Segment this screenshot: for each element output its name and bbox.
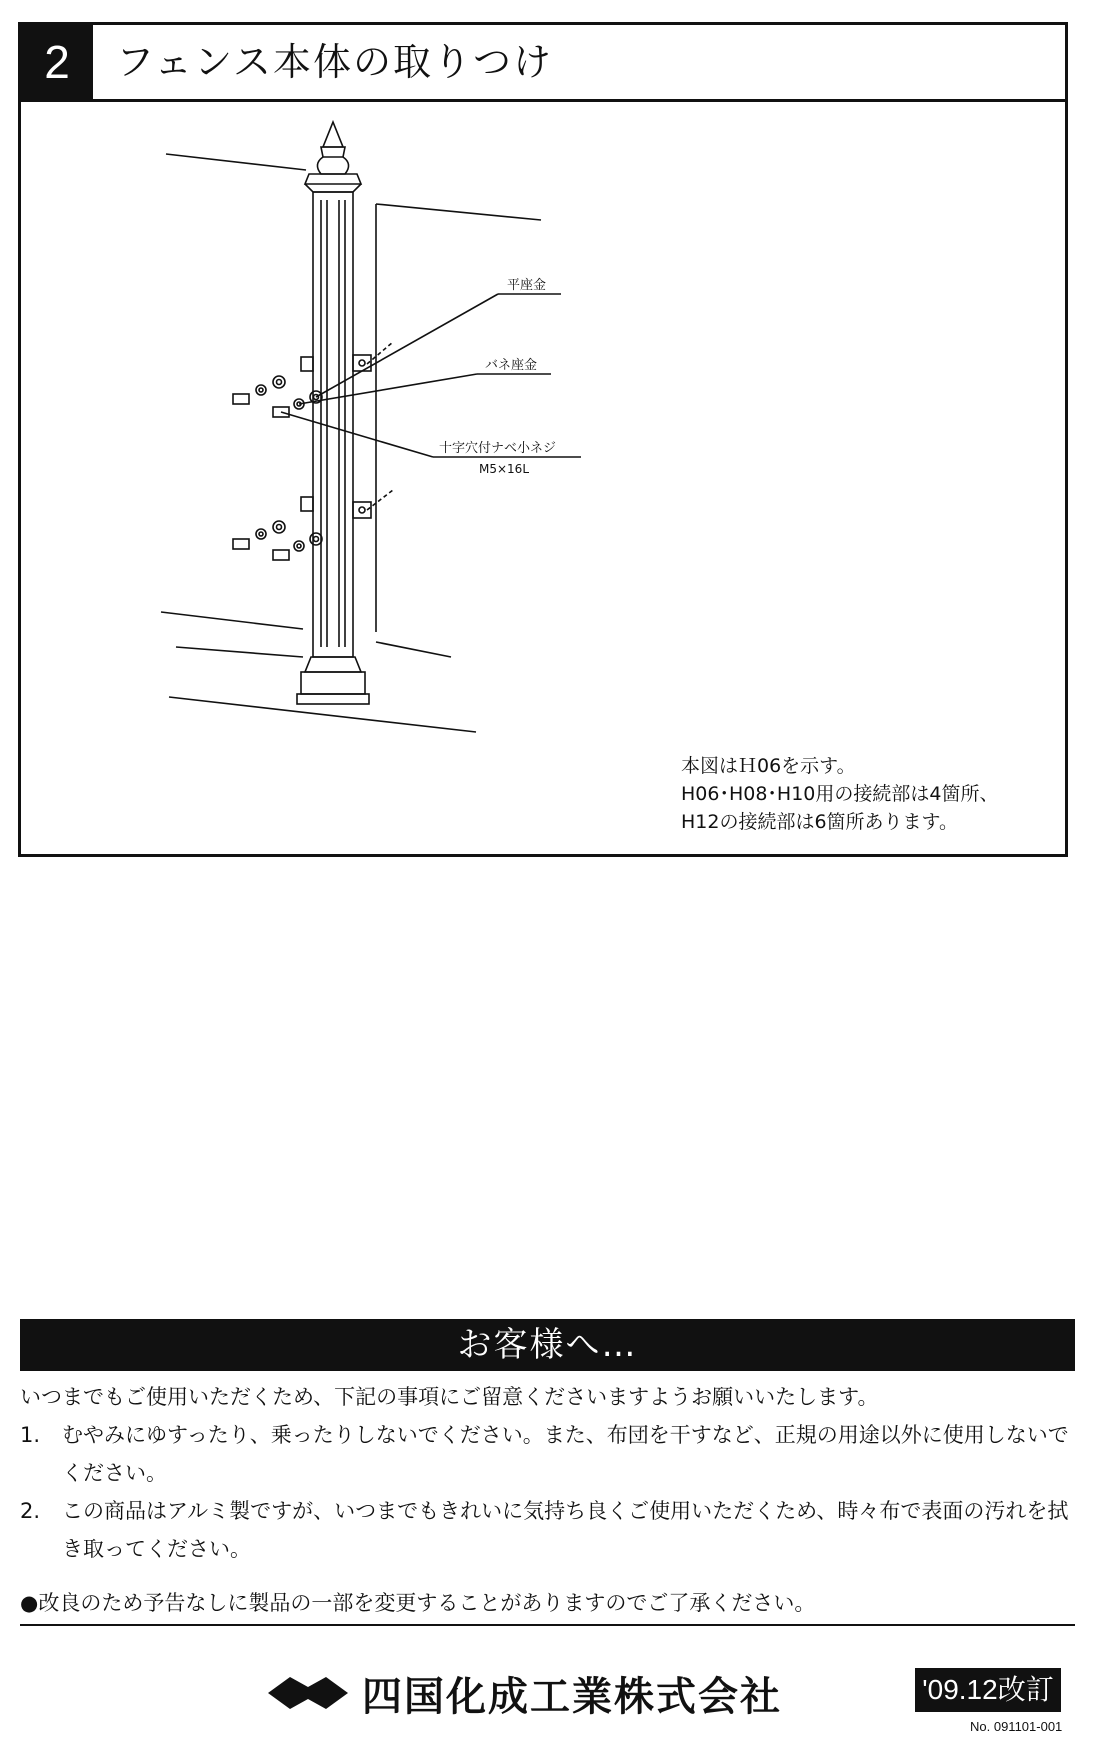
ground-line-2 xyxy=(176,647,303,657)
note-line: H06･H08･H10用の接続部は4箇所、 xyxy=(681,783,999,805)
list-item xyxy=(20,1492,1080,1568)
company-block xyxy=(268,1668,782,1718)
installation-section xyxy=(18,22,1068,857)
company-name: 四国化成工業株式会社 xyxy=(362,1673,782,1720)
post-finial xyxy=(305,122,361,192)
note-line: 本図はＨ06を示す。 xyxy=(681,755,856,777)
company-logo-icon xyxy=(268,1673,348,1713)
post-body xyxy=(313,192,353,657)
item-text: この商品はアルミ製ですが、いつまでもきれいに気持ち良くご使用いただくため、時々布で表面の汚れを拭き取ってください。 xyxy=(62,1499,1069,1561)
ground-line-1 xyxy=(161,612,303,629)
spring-washer-label: バネ座金 xyxy=(485,358,538,373)
figure-note xyxy=(681,752,998,836)
ground-line-4 xyxy=(169,697,476,732)
revision-badge: '09.12改訂 xyxy=(915,1668,1061,1712)
screw-spec-label: M5×16L xyxy=(479,462,529,476)
divider xyxy=(20,1624,1075,1626)
list-item xyxy=(20,1416,1080,1492)
top-rail-left xyxy=(166,154,306,170)
item-number: 1. xyxy=(20,1423,41,1447)
change-notice: ●改良のため予告なしに製品の一部を変更することがありますのでご了承ください。 xyxy=(20,1591,816,1615)
post-base xyxy=(297,657,369,704)
leader-spring-washer xyxy=(299,374,477,404)
document-number: No. 091101-001 xyxy=(970,1719,1063,1734)
customer-intro: いつまでもご使用いただくため、下記の事項にご留意くださいますようお願いいたします。 xyxy=(20,1385,879,1409)
customer-heading: お客様へ… xyxy=(20,1319,1075,1371)
screw-label: 十字穴付ナベ小ネジ xyxy=(439,441,557,456)
leader-screw xyxy=(281,412,433,457)
step-number: 2 xyxy=(21,25,93,99)
flat-washer-label: 平座金 xyxy=(507,278,547,293)
fence-post-diagram xyxy=(21,102,1065,742)
ground-line-3 xyxy=(376,642,451,657)
item-number: 2. xyxy=(20,1499,41,1523)
note-line: H12の接続部は6箇所あります。 xyxy=(681,811,959,833)
top-rail-right xyxy=(376,204,541,220)
section-header xyxy=(21,25,1065,102)
item-text: むやみにゆすったり、乗ったりしないでください。また、布団を干すなど、正規の用途以外に使用しないでください。 xyxy=(62,1423,1069,1485)
section-title: フェンス本体の取りつけ xyxy=(116,40,553,84)
leader-flat-washer xyxy=(316,294,498,397)
customer-notes xyxy=(20,1378,1080,1568)
